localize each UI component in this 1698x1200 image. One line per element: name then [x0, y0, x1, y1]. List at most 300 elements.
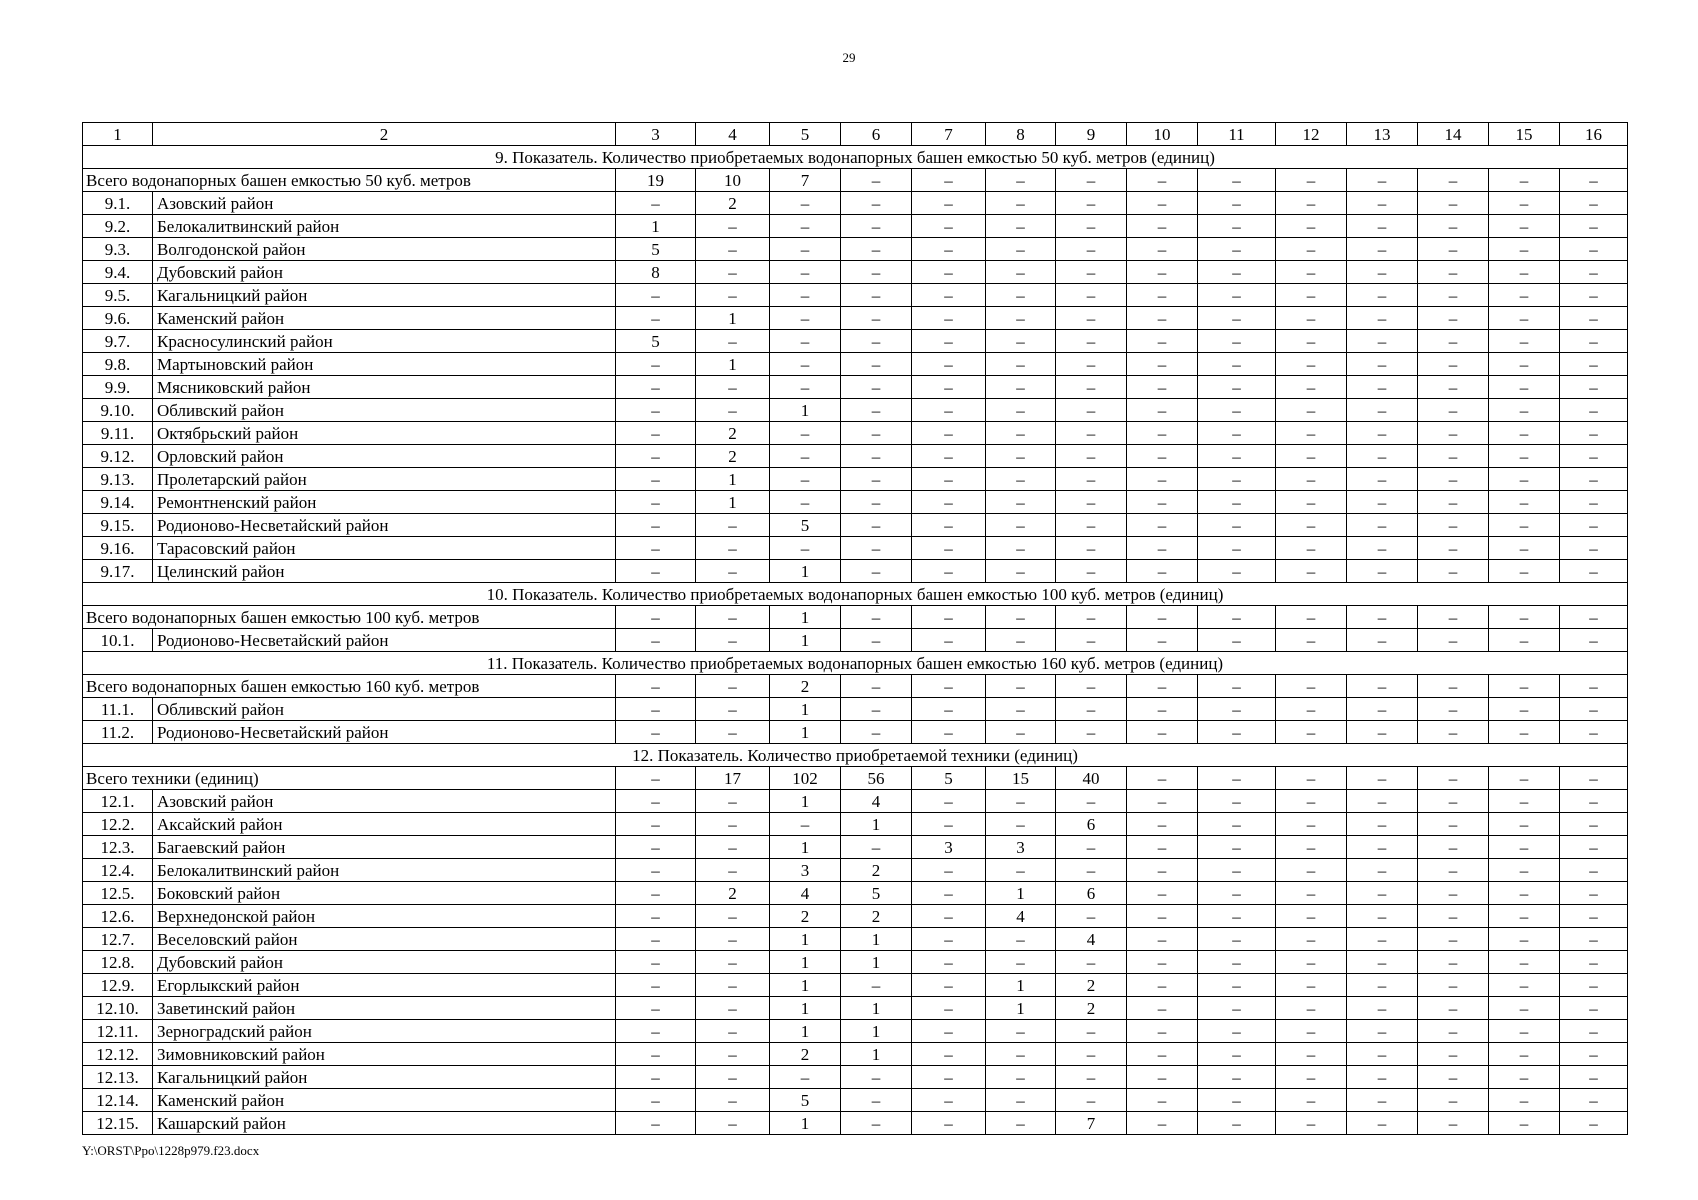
- value-cell: –: [1489, 1089, 1560, 1112]
- value-cell: –: [696, 1112, 770, 1135]
- district-name: Белокалитвинский район: [153, 215, 616, 238]
- value-cell: –: [1347, 376, 1418, 399]
- table-row: [83, 721, 1628, 744]
- column-header: 4: [696, 123, 770, 146]
- value-cell: 3: [770, 859, 841, 882]
- table-row: [83, 514, 1628, 537]
- table-row: [83, 1089, 1628, 1112]
- value-cell: –: [1418, 560, 1489, 583]
- value-cell: –: [1347, 928, 1418, 951]
- value-cell: –: [1127, 422, 1198, 445]
- header-row: [83, 123, 1628, 146]
- value-cell: –: [616, 790, 696, 813]
- table-row: [83, 905, 1628, 928]
- value-cell: –: [616, 629, 696, 652]
- row-number: 9.10.: [83, 399, 153, 422]
- value-cell: –: [1276, 790, 1347, 813]
- district-name: Родионово-Несветайский район: [153, 514, 616, 537]
- value-cell: –: [1418, 951, 1489, 974]
- table-row: [83, 1043, 1628, 1066]
- value-cell: –: [912, 238, 986, 261]
- value-cell: –: [696, 836, 770, 859]
- column-header: 14: [1418, 123, 1489, 146]
- value-cell: –: [1127, 238, 1198, 261]
- table-row: [83, 261, 1628, 284]
- value-cell: –: [1418, 675, 1489, 698]
- district-name: Азовский район: [153, 790, 616, 813]
- value-cell: –: [1347, 1066, 1418, 1089]
- value-cell: –: [1198, 813, 1276, 836]
- value-cell: 2: [1056, 974, 1127, 997]
- row-number: 9.8.: [83, 353, 153, 376]
- row-number: 12.3.: [83, 836, 153, 859]
- value-cell: –: [1347, 238, 1418, 261]
- value-cell: –: [1276, 422, 1347, 445]
- value-cell: –: [1560, 261, 1628, 284]
- value-cell: –: [986, 1112, 1056, 1135]
- value-cell: 1: [770, 629, 841, 652]
- table-row: [83, 813, 1628, 836]
- value-cell: –: [1347, 192, 1418, 215]
- value-cell: –: [912, 606, 986, 629]
- value-cell: –: [1489, 169, 1560, 192]
- value-cell: –: [1127, 767, 1198, 790]
- value-cell: 1: [770, 974, 841, 997]
- value-cell: –: [986, 307, 1056, 330]
- value-cell: –: [1489, 468, 1560, 491]
- value-cell: –: [1127, 353, 1198, 376]
- value-cell: –: [616, 928, 696, 951]
- value-cell: –: [616, 905, 696, 928]
- value-cell: –: [1056, 422, 1127, 445]
- value-cell: –: [616, 1112, 696, 1135]
- row-number: 11.2.: [83, 721, 153, 744]
- district-name: Зимовниковский район: [153, 1043, 616, 1066]
- row-number: 12.10.: [83, 997, 153, 1020]
- value-cell: –: [616, 376, 696, 399]
- value-cell: –: [912, 928, 986, 951]
- value-cell: –: [986, 261, 1056, 284]
- value-cell: 1: [986, 882, 1056, 905]
- value-cell: –: [616, 698, 696, 721]
- value-cell: –: [1276, 629, 1347, 652]
- value-cell: –: [1347, 1089, 1418, 1112]
- district-name: Родионово-Несветайский район: [153, 721, 616, 744]
- row-number: 11.1.: [83, 698, 153, 721]
- value-cell: 4: [770, 882, 841, 905]
- value-cell: –: [1276, 675, 1347, 698]
- value-cell: –: [1347, 997, 1418, 1020]
- column-header: 7: [912, 123, 986, 146]
- value-cell: –: [1560, 215, 1628, 238]
- column-header: 15: [1489, 123, 1560, 146]
- value-cell: –: [1347, 537, 1418, 560]
- value-cell: –: [616, 284, 696, 307]
- district-name: Целинский район: [153, 560, 616, 583]
- value-cell: –: [1347, 675, 1418, 698]
- value-cell: –: [1127, 445, 1198, 468]
- column-header: 5: [770, 123, 841, 146]
- value-cell: –: [1276, 330, 1347, 353]
- value-cell: –: [1127, 928, 1198, 951]
- value-cell: –: [616, 813, 696, 836]
- value-cell: –: [770, 330, 841, 353]
- column-header: 2: [153, 123, 616, 146]
- table-row: [83, 1020, 1628, 1043]
- value-cell: –: [1127, 790, 1198, 813]
- value-cell: –: [1276, 307, 1347, 330]
- value-cell: –: [841, 330, 912, 353]
- value-cell: –: [1198, 629, 1276, 652]
- value-cell: –: [1347, 445, 1418, 468]
- value-cell: –: [1056, 445, 1127, 468]
- table-row: [83, 836, 1628, 859]
- district-name: Каменский район: [153, 307, 616, 330]
- value-cell: –: [1418, 974, 1489, 997]
- value-cell: –: [912, 445, 986, 468]
- value-cell: –: [1418, 1112, 1489, 1135]
- value-cell: –: [912, 1112, 986, 1135]
- value-cell: –: [616, 1020, 696, 1043]
- value-cell: –: [1056, 1089, 1127, 1112]
- value-cell: –: [1056, 330, 1127, 353]
- value-cell: –: [912, 721, 986, 744]
- value-cell: 2: [1056, 997, 1127, 1020]
- value-cell: 2: [770, 905, 841, 928]
- table-row: [83, 399, 1628, 422]
- district-name: Багаевский район: [153, 836, 616, 859]
- value-cell: 1: [770, 606, 841, 629]
- value-cell: –: [1198, 675, 1276, 698]
- district-name: Волгодонской район: [153, 238, 616, 261]
- row-number: 12.8.: [83, 951, 153, 974]
- value-cell: –: [841, 560, 912, 583]
- value-cell: –: [841, 514, 912, 537]
- row-number: 9.15.: [83, 514, 153, 537]
- value-cell: –: [1418, 836, 1489, 859]
- value-cell: –: [1560, 399, 1628, 422]
- value-cell: –: [1489, 629, 1560, 652]
- value-cell: 2: [696, 422, 770, 445]
- value-cell: –: [616, 721, 696, 744]
- district-name: Родионово-Несветайский район: [153, 629, 616, 652]
- value-cell: –: [1127, 1089, 1198, 1112]
- value-cell: –: [1127, 859, 1198, 882]
- district-name: Белокалитвинский район: [153, 859, 616, 882]
- table-row: [83, 353, 1628, 376]
- value-cell: –: [841, 307, 912, 330]
- column-header: 11: [1198, 123, 1276, 146]
- value-cell: –: [1056, 307, 1127, 330]
- value-cell: –: [912, 974, 986, 997]
- value-cell: 5: [616, 330, 696, 353]
- value-cell: –: [1489, 767, 1560, 790]
- value-cell: 1: [770, 1112, 841, 1135]
- value-cell: –: [1489, 790, 1560, 813]
- value-cell: –: [1560, 997, 1628, 1020]
- value-cell: –: [1489, 215, 1560, 238]
- value-cell: –: [616, 606, 696, 629]
- value-cell: –: [696, 284, 770, 307]
- value-cell: 1: [616, 215, 696, 238]
- value-cell: –: [1056, 790, 1127, 813]
- value-cell: –: [1418, 353, 1489, 376]
- value-cell: –: [841, 1112, 912, 1135]
- value-cell: –: [841, 422, 912, 445]
- value-cell: –: [616, 675, 696, 698]
- value-cell: –: [1560, 629, 1628, 652]
- value-cell: –: [1127, 169, 1198, 192]
- value-cell: –: [1489, 836, 1560, 859]
- district-name: Красносулинский район: [153, 330, 616, 353]
- value-cell: –: [1418, 261, 1489, 284]
- district-name: Мартыновский район: [153, 353, 616, 376]
- value-cell: –: [696, 560, 770, 583]
- row-number: 12.4.: [83, 859, 153, 882]
- total-row: [83, 675, 1628, 698]
- value-cell: 1: [770, 1020, 841, 1043]
- value-cell: –: [1347, 836, 1418, 859]
- district-name: Орловский район: [153, 445, 616, 468]
- value-cell: 1: [696, 307, 770, 330]
- value-cell: –: [986, 215, 1056, 238]
- value-cell: –: [1056, 1020, 1127, 1043]
- district-name: Каменский район: [153, 1089, 616, 1112]
- value-cell: 1: [696, 468, 770, 491]
- value-cell: –: [1056, 836, 1127, 859]
- value-cell: –: [1347, 1112, 1418, 1135]
- value-cell: –: [986, 376, 1056, 399]
- value-cell: –: [1056, 905, 1127, 928]
- value-cell: –: [1560, 721, 1628, 744]
- value-cell: –: [1276, 514, 1347, 537]
- value-cell: –: [770, 376, 841, 399]
- value-cell: –: [841, 468, 912, 491]
- value-cell: –: [1418, 537, 1489, 560]
- total-label: Всего водонапорных башен емкостью 50 куб. метров: [83, 169, 616, 192]
- value-cell: 15: [986, 767, 1056, 790]
- value-cell: –: [841, 169, 912, 192]
- value-cell: –: [986, 238, 1056, 261]
- district-name: Тарасовский район: [153, 537, 616, 560]
- value-cell: –: [1418, 399, 1489, 422]
- value-cell: –: [1056, 238, 1127, 261]
- value-cell: 5: [616, 238, 696, 261]
- value-cell: –: [1418, 767, 1489, 790]
- table-row: [83, 537, 1628, 560]
- value-cell: –: [912, 997, 986, 1020]
- value-cell: –: [1056, 284, 1127, 307]
- value-cell: –: [696, 790, 770, 813]
- value-cell: –: [696, 974, 770, 997]
- value-cell: –: [1198, 192, 1276, 215]
- value-cell: –: [912, 307, 986, 330]
- value-cell: –: [1489, 376, 1560, 399]
- value-cell: 1: [770, 721, 841, 744]
- value-cell: –: [1056, 606, 1127, 629]
- value-cell: –: [1418, 330, 1489, 353]
- value-cell: –: [1489, 675, 1560, 698]
- value-cell: –: [1489, 537, 1560, 560]
- value-cell: 4: [986, 905, 1056, 928]
- value-cell: –: [1198, 951, 1276, 974]
- value-cell: –: [912, 790, 986, 813]
- value-cell: –: [1056, 629, 1127, 652]
- value-cell: –: [616, 353, 696, 376]
- value-cell: –: [986, 514, 1056, 537]
- value-cell: –: [1560, 376, 1628, 399]
- value-cell: –: [1489, 859, 1560, 882]
- value-cell: –: [1056, 537, 1127, 560]
- value-cell: –: [1127, 330, 1198, 353]
- value-cell: –: [1198, 537, 1276, 560]
- value-cell: –: [1198, 468, 1276, 491]
- value-cell: –: [1198, 307, 1276, 330]
- district-name: Егорлыкский район: [153, 974, 616, 997]
- value-cell: –: [986, 468, 1056, 491]
- value-cell: 6: [1056, 882, 1127, 905]
- value-cell: 1: [770, 951, 841, 974]
- value-cell: 1: [696, 491, 770, 514]
- value-cell: –: [1198, 169, 1276, 192]
- value-cell: –: [1056, 1066, 1127, 1089]
- table-row: [83, 307, 1628, 330]
- value-cell: –: [1056, 353, 1127, 376]
- value-cell: 3: [986, 836, 1056, 859]
- value-cell: 2: [696, 882, 770, 905]
- data-table: [82, 122, 1628, 1135]
- value-cell: –: [1560, 882, 1628, 905]
- value-cell: –: [696, 951, 770, 974]
- row-number: 9.1.: [83, 192, 153, 215]
- value-cell: –: [770, 1066, 841, 1089]
- value-cell: 1: [841, 1043, 912, 1066]
- row-number: 9.11.: [83, 422, 153, 445]
- value-cell: –: [1198, 974, 1276, 997]
- value-cell: –: [1347, 307, 1418, 330]
- value-cell: –: [616, 882, 696, 905]
- value-cell: –: [770, 192, 841, 215]
- value-cell: –: [1347, 767, 1418, 790]
- value-cell: –: [696, 997, 770, 1020]
- value-cell: –: [1056, 859, 1127, 882]
- value-cell: –: [1127, 376, 1198, 399]
- value-cell: –: [1127, 1043, 1198, 1066]
- value-cell: –: [1418, 422, 1489, 445]
- value-cell: 1: [770, 399, 841, 422]
- table-row: [83, 698, 1628, 721]
- value-cell: –: [1198, 1112, 1276, 1135]
- value-cell: –: [986, 537, 1056, 560]
- district-name: Зерноградский район: [153, 1020, 616, 1043]
- section-title-row: [83, 146, 1628, 169]
- total-row: [83, 606, 1628, 629]
- value-cell: 17: [696, 767, 770, 790]
- value-cell: –: [1560, 698, 1628, 721]
- column-header: 1: [83, 123, 153, 146]
- value-cell: –: [1489, 813, 1560, 836]
- row-number: 12.5.: [83, 882, 153, 905]
- table-row: [83, 951, 1628, 974]
- value-cell: –: [1127, 560, 1198, 583]
- table-row: [83, 629, 1628, 652]
- district-name: Кашарский район: [153, 1112, 616, 1135]
- value-cell: –: [696, 721, 770, 744]
- value-cell: –: [986, 1043, 1056, 1066]
- table-row: [83, 330, 1628, 353]
- value-cell: –: [616, 445, 696, 468]
- value-cell: –: [912, 905, 986, 928]
- value-cell: –: [1127, 882, 1198, 905]
- value-cell: –: [1489, 330, 1560, 353]
- value-cell: 19: [616, 169, 696, 192]
- value-cell: –: [1198, 514, 1276, 537]
- value-cell: –: [770, 491, 841, 514]
- value-cell: –: [1198, 928, 1276, 951]
- row-number: 10.1.: [83, 629, 153, 652]
- value-cell: –: [1056, 1043, 1127, 1066]
- district-name: Заветинский район: [153, 997, 616, 1020]
- value-cell: 5: [770, 514, 841, 537]
- row-number: 9.6.: [83, 307, 153, 330]
- value-cell: –: [616, 514, 696, 537]
- value-cell: –: [986, 721, 1056, 744]
- row-number: 9.9.: [83, 376, 153, 399]
- value-cell: –: [912, 882, 986, 905]
- value-cell: –: [1127, 468, 1198, 491]
- value-cell: –: [1347, 951, 1418, 974]
- value-cell: –: [1198, 698, 1276, 721]
- value-cell: 1: [770, 790, 841, 813]
- value-cell: 1: [770, 560, 841, 583]
- value-cell: –: [616, 192, 696, 215]
- value-cell: –: [986, 399, 1056, 422]
- value-cell: –: [1347, 606, 1418, 629]
- value-cell: –: [1347, 284, 1418, 307]
- value-cell: –: [1347, 169, 1418, 192]
- value-cell: 5: [912, 767, 986, 790]
- value-cell: –: [986, 192, 1056, 215]
- value-cell: –: [1276, 997, 1347, 1020]
- value-cell: –: [1198, 767, 1276, 790]
- value-cell: –: [1198, 721, 1276, 744]
- value-cell: –: [912, 1066, 986, 1089]
- value-cell: –: [1489, 445, 1560, 468]
- value-cell: –: [1127, 951, 1198, 974]
- value-cell: –: [841, 353, 912, 376]
- value-cell: 7: [1056, 1112, 1127, 1135]
- value-cell: –: [1560, 767, 1628, 790]
- value-cell: –: [1347, 882, 1418, 905]
- value-cell: –: [1276, 698, 1347, 721]
- value-cell: 1: [841, 1020, 912, 1043]
- value-cell: 1: [696, 353, 770, 376]
- column-header: 6: [841, 123, 912, 146]
- row-number: 9.17.: [83, 560, 153, 583]
- value-cell: –: [1418, 376, 1489, 399]
- value-cell: 5: [841, 882, 912, 905]
- value-cell: –: [1418, 997, 1489, 1020]
- value-cell: –: [770, 238, 841, 261]
- value-cell: –: [1127, 698, 1198, 721]
- value-cell: –: [912, 675, 986, 698]
- value-cell: –: [696, 698, 770, 721]
- value-cell: 1: [841, 951, 912, 974]
- column-header: 12: [1276, 123, 1347, 146]
- value-cell: –: [912, 1020, 986, 1043]
- value-cell: –: [1489, 491, 1560, 514]
- value-cell: –: [1198, 1066, 1276, 1089]
